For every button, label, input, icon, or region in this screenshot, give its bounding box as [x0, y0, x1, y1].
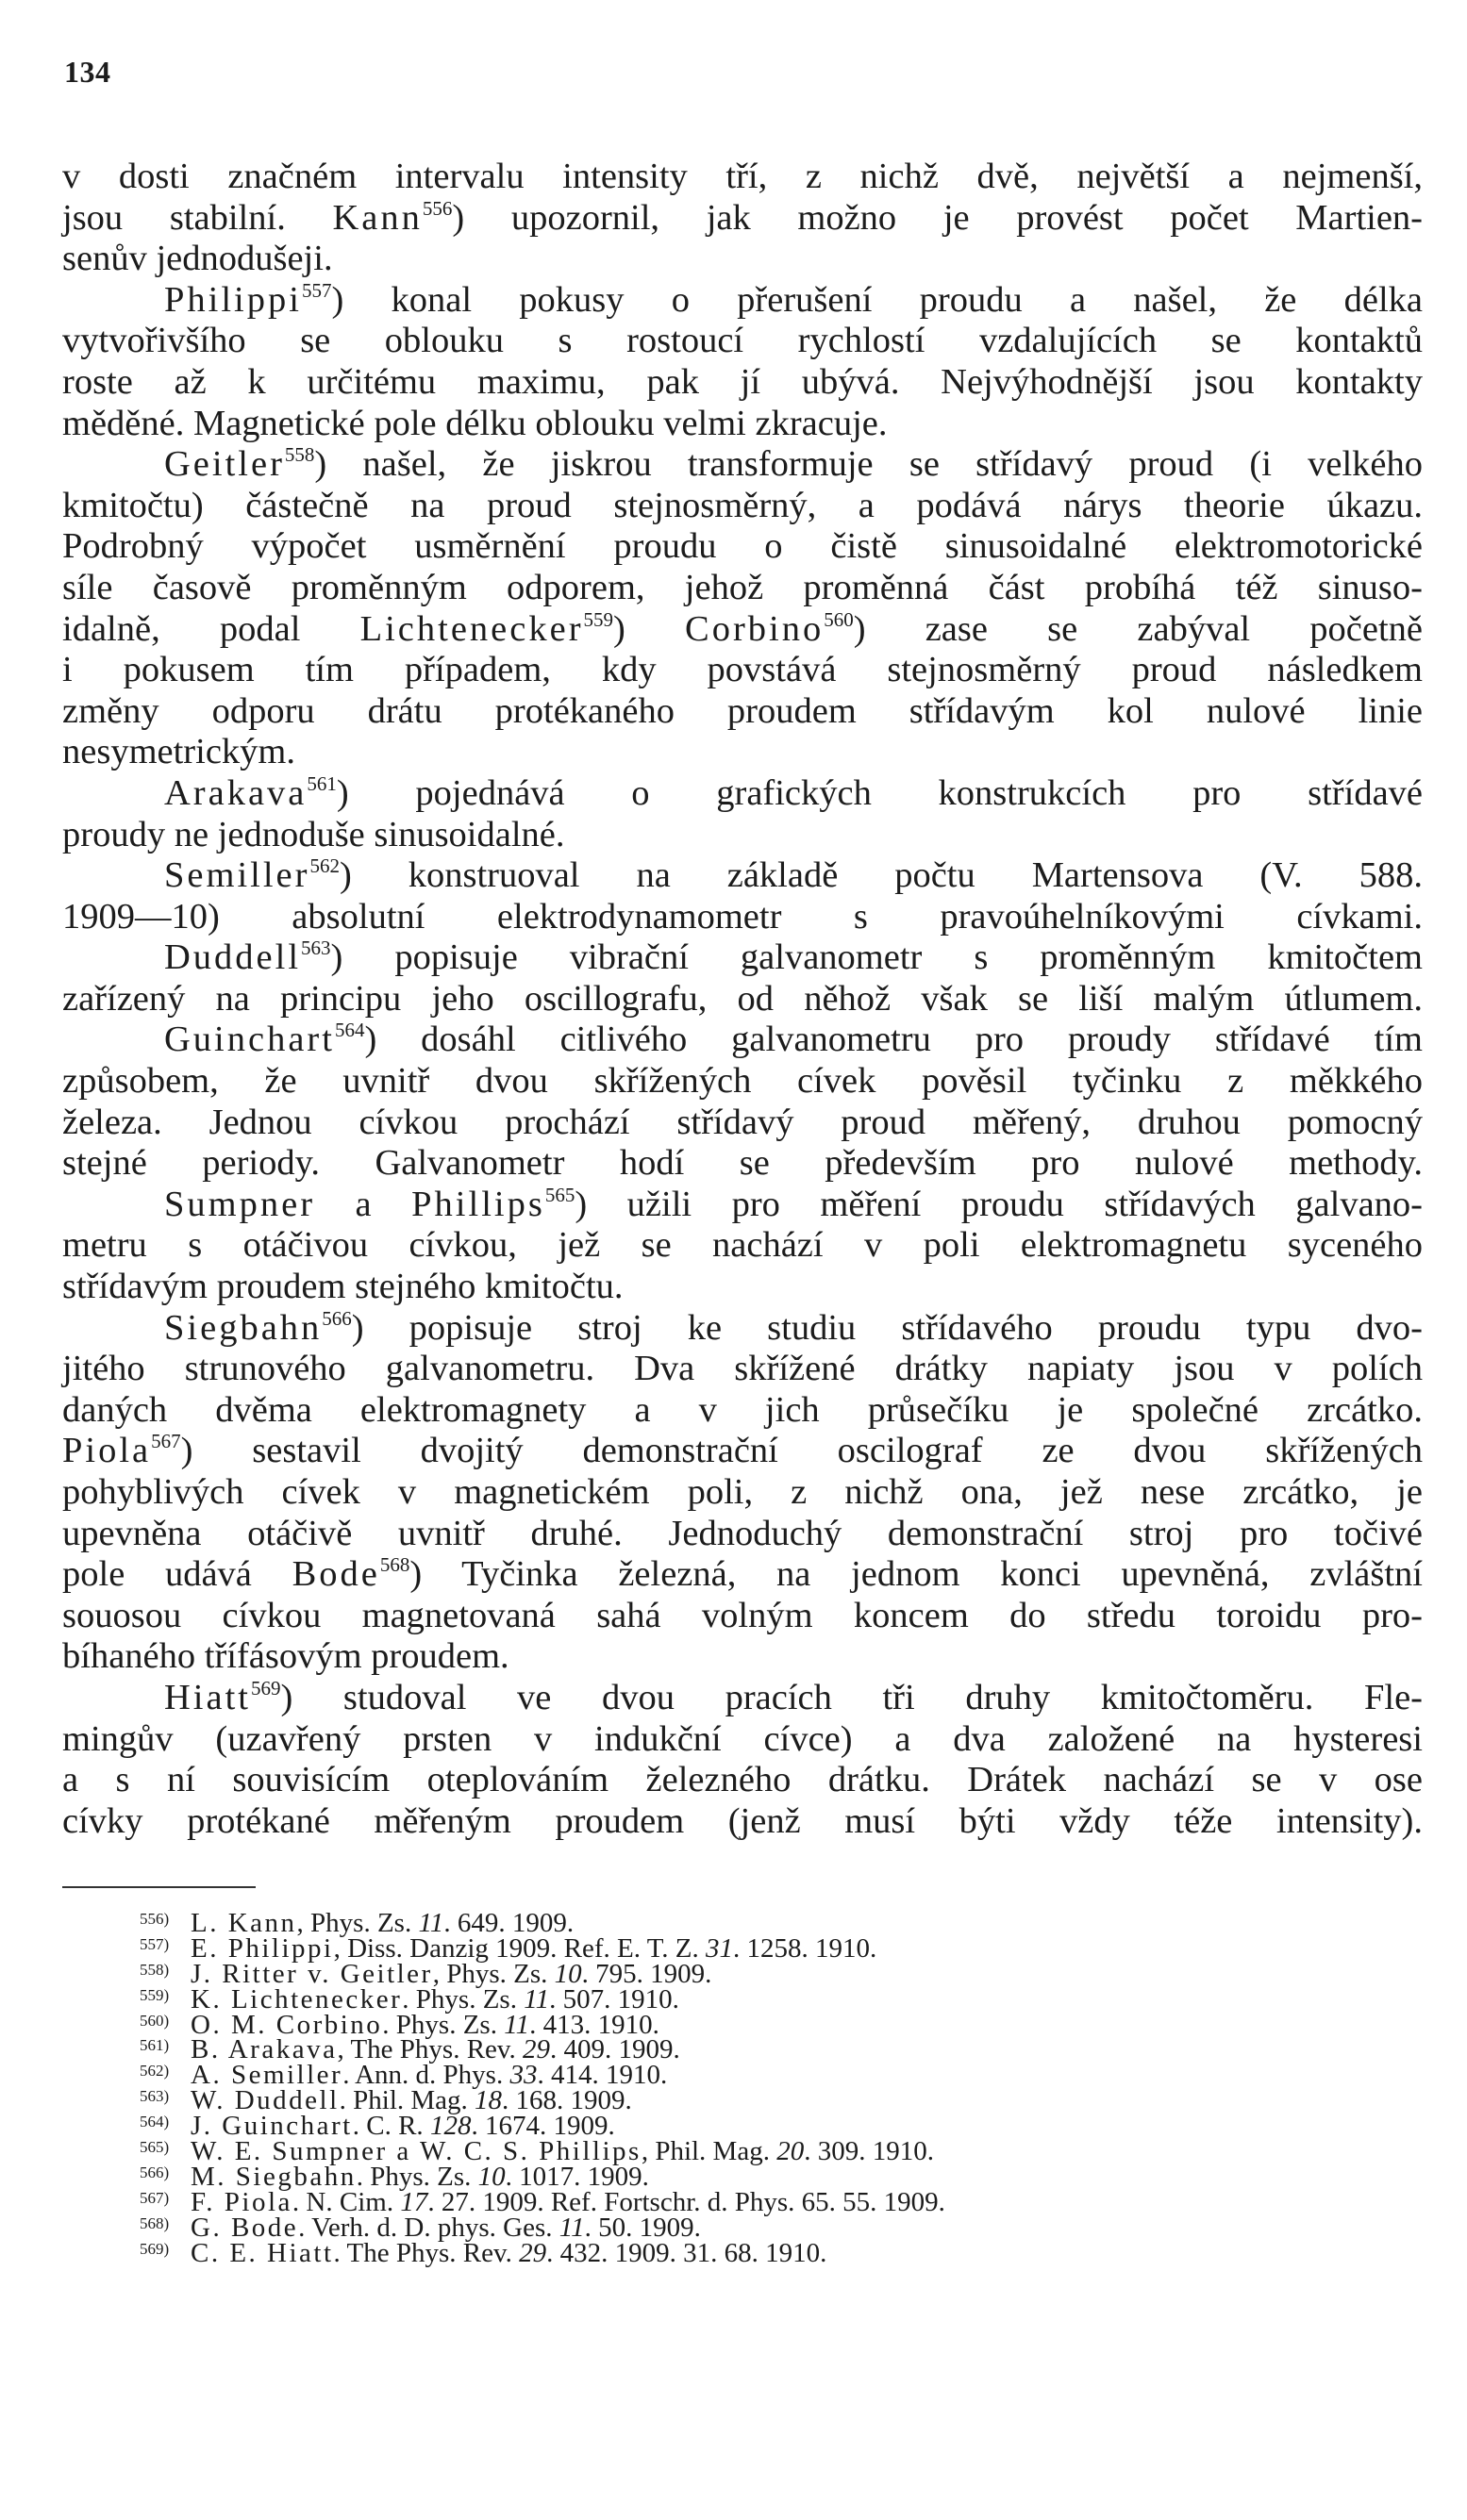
text-line [62, 1719, 1423, 1761]
text-line [62, 486, 1423, 527]
footnote-author: E. Philippi [191, 1932, 334, 1964]
footnote-ref: 567 [151, 1430, 181, 1453]
footnote-number: 564) [140, 2113, 170, 2131]
author-name: Piola [62, 1431, 152, 1471]
text-line [62, 1020, 1423, 1061]
text-line [62, 1102, 1423, 1144]
footnote-volume: 20 [776, 2136, 805, 2167]
footnote-number: 569) [140, 2239, 170, 2258]
footnote-volume: 10 [554, 1958, 582, 1989]
text-line [62, 609, 1423, 651]
text-line [62, 526, 1423, 568]
line-text: ) Tyčinka železná, na jednom konci upevněná, zvláštní [409, 1554, 1423, 1595]
footnote-author: K. Lichtenecker [191, 1983, 403, 2014]
footnote [140, 2084, 1394, 2116]
line-text: cívky protékané měřeným proudem (jenž musí býti vždy téže intensity). [62, 1800, 1423, 1841]
footnote [140, 1907, 1394, 1938]
line-text: v dosti značném intervalu intensity tří, z nichž dvě, největší a nejmenší, [62, 157, 1423, 196]
line-text: síle časově proměnným odporem, jehož proměnná část probíhá též sinuso- [62, 567, 1423, 607]
line-text: nesymetrickým. [62, 732, 295, 772]
author-name: Siegbahn [164, 1307, 323, 1348]
text-line [62, 979, 1423, 1020]
text-line [62, 732, 1423, 773]
line-text: pole udává [62, 1554, 292, 1595]
footnote-source: . Verh. d. D. phys. Ges. [298, 2212, 559, 2243]
text-line [62, 897, 1423, 938]
line-text: ) studoval ve dvou pracích tři druhy kmitočtoměru. Fle- [280, 1677, 1423, 1717]
line-text: ) pojednává o grafických konstrukcích pro střídavé [336, 772, 1423, 813]
line-text: daných dvěma elektromagnety a v jich průsečíku je společné zrcátko. [62, 1389, 1423, 1430]
footnote-author: O. M. Corbino [191, 2009, 383, 2040]
author-name: Sumpner [164, 1184, 316, 1224]
footnote-tail: . 27. 1909. Ref. Fortschr. d. Phys. 65. 55. 1909. [427, 2186, 945, 2217]
footnote-volume: 31 [705, 1932, 733, 1964]
line-text: mingův (uzavřený prsten v indukční cívce) a dva založené na hysteresi [62, 1718, 1423, 1759]
line-text: a s ní souvisícím oteplováním železného drátku. Drátek nachází se v ose [62, 1760, 1423, 1800]
footnote-ref: 557 [301, 278, 332, 302]
author-name: Geitler [164, 444, 285, 485]
line-text: senův jednodušeji. [62, 239, 333, 279]
author-name: Guinchart [164, 1020, 335, 1060]
text-line [62, 1514, 1423, 1555]
footnote-ref: 558 [284, 443, 315, 467]
line-text: bíhaného třífásovým proudem. [62, 1636, 509, 1677]
footnote-number: 556) [140, 1910, 170, 1928]
author-name: Corbino [685, 608, 825, 649]
footnote-source: . Phil. Mag. [339, 2085, 475, 2116]
footnote-volume: 29 [519, 2237, 547, 2268]
footnote [140, 2059, 1394, 2091]
text-line [62, 1061, 1423, 1102]
line-text: jsou stabilní. [62, 197, 333, 238]
line-text: 1909—10) absolutní elektrodynamometr s pravoúhelníkovými cívkami. [62, 896, 1423, 937]
footnote-author: C. E. Hiatt [191, 2237, 334, 2268]
text-line [62, 1554, 1423, 1596]
footnote-ref: 556 [422, 196, 453, 220]
footnote-ref: 566 [322, 1306, 352, 1330]
text-line [62, 568, 1423, 609]
footnote-tail: . 795. 1909. [581, 1958, 712, 1989]
text-line [62, 239, 1423, 280]
footnote [140, 1983, 1394, 2014]
footnote-number: 565) [140, 2138, 170, 2157]
footnote [140, 2009, 1394, 2040]
footnote [140, 2135, 1394, 2167]
footnote-tail: . 414. 1910. [537, 2060, 668, 2091]
line-text: zařízený na principu jeho oscillografu, od něhož však se liší malým útlumem. [62, 978, 1423, 1019]
author-name: Lichtenecker [359, 608, 584, 649]
text-line [62, 650, 1423, 691]
line-text: ) popisuje stroj ke studiu střídavého proudu typu dvo- [351, 1307, 1423, 1348]
footnote-source: . N. Cim. [292, 2186, 401, 2217]
text-line [62, 1308, 1423, 1350]
line-text: upevněna otáčivě uvnitř druhé. Jednoduchý demonstrační stroj pro točivé [62, 1513, 1423, 1553]
footnote-tail: . 168. 1909. [502, 2085, 632, 2116]
footnote-source: . Phys. Zs. [382, 2009, 505, 2040]
footnote-author: M. Siegbahn [191, 2161, 357, 2192]
footnote-number: 561) [140, 2036, 170, 2055]
author-name: Duddell [164, 937, 302, 978]
footnote-tail: . 1017. 1909. [505, 2161, 649, 2192]
text-line [62, 362, 1423, 404]
line-text: pohyblivých cívek v magnetickém poli, z nichž ona, jež nese zrcátko, je [62, 1472, 1423, 1512]
text-line [62, 773, 1423, 815]
footnote-ref: 563 [301, 937, 331, 960]
footnote-source: , Phil. Mag. [641, 2136, 777, 2167]
text-line [62, 1431, 1423, 1472]
footnote-author: B. Arakava [191, 2034, 338, 2065]
footnote-tail: . 1674. 1909. [471, 2111, 615, 2142]
line-text: ) popisuje vibrační galvanometr s proměnným kmitočtem [330, 937, 1423, 978]
footnote-number: 563) [140, 2087, 170, 2106]
line-text: střídavým proudem stejného kmitočtu. [62, 1267, 624, 1307]
footnote-author: J. Ritter v. Geitler [191, 1958, 433, 1989]
text-line [62, 198, 1423, 240]
footnote [140, 2110, 1394, 2142]
text-line [62, 1678, 1423, 1719]
text-line [62, 691, 1423, 733]
author-name: Semiller [164, 855, 310, 896]
footnote-tail: . 1258. 1910. [732, 1932, 877, 1964]
footnote-number: 557) [140, 1934, 170, 1953]
footnote-tail: . 309. 1910. [804, 2136, 934, 2167]
text-line [62, 1349, 1423, 1390]
line-text: železa. Jednou cívkou prochází střídavý proud měřený, druhou pomocný [62, 1102, 1423, 1142]
line-text: ) upozornil, jak možno je provést počet Martien- [452, 197, 1423, 238]
line-text: ) konal pokusy o přerušení proudu a našel, že délka [331, 279, 1423, 320]
line-text: ) dosáhl citlivého galvanometru pro proudy střídavé tím [364, 1020, 1423, 1060]
text-line [62, 444, 1423, 486]
footnote [140, 2033, 1394, 2065]
footnote-volume: 29 [523, 2034, 551, 2065]
author-name: Hiatt [164, 1677, 251, 1717]
text-line [62, 1225, 1423, 1267]
line-text: roste až k určitému maximu, pak jí ubývá. Nejvýhodnější jsou kontakty [62, 361, 1423, 402]
footnote [140, 2237, 1394, 2268]
line-text: měděné. Magnetické pole délku oblouku velmi zkracuje. [62, 403, 888, 443]
footnote-source: . Phys. Zs. [402, 1983, 525, 2014]
text-line [62, 1636, 1423, 1678]
text-line [62, 815, 1423, 856]
line-text: ) sestavil dvojitý demonstrační oscilograf ze dvou skřížených [180, 1431, 1423, 1471]
line-text: Podrobný výpočet usměrnění proudu o čistě sinusoidalné elektromotorické [62, 526, 1423, 567]
line-text: souosou cívkou magnetovaná sahá volným koncem do středu toroidu pro- [62, 1595, 1423, 1635]
line-text: způsobem, že uvnitř dvou skřížených cívek pověsil tyčinku z měkkého [62, 1061, 1423, 1102]
text-line [62, 937, 1423, 979]
footnote-ref: 562 [309, 854, 340, 878]
text-line [62, 321, 1423, 362]
author-name: Arakava [164, 772, 308, 813]
line-text: změny odporu drátu protékaného proudem střídavým kol nulové linie [62, 690, 1423, 731]
footnote-author: A. Semiller [191, 2060, 343, 2091]
footnote-tail: . 50. 1909. [584, 2212, 701, 2243]
text-line [62, 1760, 1423, 1801]
page-number: 134 [64, 55, 111, 89]
footnote-volume: 128 [429, 2111, 472, 2142]
author-name: Kann [332, 197, 423, 238]
footnote-source: . C. R. [352, 2111, 430, 2142]
footnote-source: , Diss. Danzig 1909. Ref. E. T. Z. [333, 1932, 706, 1964]
footnote-author: L. Kann [191, 1908, 297, 1938]
footnote-volume: 11 [524, 1983, 550, 2014]
text-line [62, 280, 1423, 322]
footnote [140, 1932, 1394, 1964]
text-line [62, 157, 1423, 198]
text-line [62, 1801, 1423, 1843]
footnote-number: 562) [140, 2062, 170, 2081]
line-text: idalně, podal [62, 608, 360, 649]
body-text [62, 157, 1423, 1842]
line-text: vytvořivšího se oblouku s rostoucí rychlostí vzdalujících se kontaktů [62, 321, 1423, 361]
footnote-source: . Ann. d. Phys. [342, 2060, 510, 2091]
line-text: ) [613, 608, 686, 649]
line-text: ) užili pro měření proudu střídavých galvano- [575, 1184, 1423, 1224]
footnote-author: J. Guinchart [191, 2111, 353, 2142]
author-name: Philippi [164, 279, 302, 320]
text-line [62, 1390, 1423, 1432]
line-text: proudy ne jednoduše sinusoidalné. [62, 814, 565, 854]
text-line [62, 1185, 1423, 1226]
line-text: kmitočtu) částečně na proud stejnosměrný, a podává nárys theorie úkazu. [62, 485, 1423, 525]
text-line [62, 1143, 1423, 1185]
footnote-volume: 11 [558, 2212, 585, 2243]
line-text: stejné periody. Galvanometr hodí se především pro nulové methody. [62, 1143, 1423, 1184]
line-text: i pokusem tím případem, kdy povstává stejnosměrný proud následkem [62, 650, 1423, 690]
footnote-ref: 561 [307, 771, 337, 795]
footnote-tail: . 432. 1909. 31. 68. 1910. [546, 2237, 827, 2268]
author-name: Phillips [411, 1184, 545, 1224]
line-text: jitého strunového galvanometru. Dva skřížené drátky napiaty jsou v polích [62, 1349, 1423, 1389]
author-name: Bode [292, 1554, 380, 1595]
footnote-number: 568) [140, 2213, 170, 2232]
footnote-author: W. Duddell [191, 2085, 340, 2116]
line-text: a [315, 1184, 412, 1224]
text-line [62, 404, 1423, 445]
footnote-ref: 568 [379, 1553, 410, 1577]
footnote-volume: 11 [504, 2009, 530, 2040]
footnote-tail: . 649. 1909. [443, 1908, 575, 1938]
text-line [62, 1472, 1423, 1514]
line-text: ) konstruoval na základě počtu Martensova (V. 588. [339, 855, 1423, 896]
footnote-ref: 564 [334, 1019, 365, 1042]
footnote-number: 560) [140, 2011, 170, 2030]
footnotes [140, 1907, 1394, 2268]
footnote-author: W. E. Sumpner a W. C. S. Phillips [191, 2136, 642, 2167]
footnote-ref: 560 [824, 607, 854, 631]
footnote-number: 566) [140, 2163, 170, 2181]
footnote-tail: . 413. 1910. [529, 2009, 659, 2040]
footnote-number: 558) [140, 1960, 170, 1979]
footnote-author: F. Piola [191, 2186, 292, 2217]
footnote-number: 567) [140, 2188, 170, 2207]
footnote-volume: 18 [475, 2085, 503, 2116]
footnote-volume: 33 [509, 2060, 538, 2091]
footnote-author: G. Bode [191, 2212, 299, 2243]
footnote-ref: 569 [250, 1676, 281, 1699]
footnote-source: . The Phys. Rev. [333, 2237, 520, 2268]
footnote-ref: 565 [544, 1183, 575, 1206]
footnote-source: , Phys. Zs. [296, 1908, 419, 1938]
text-line [62, 1596, 1423, 1637]
footnote-number: 559) [140, 1985, 170, 2004]
footnote-volume: 10 [477, 2161, 506, 2192]
text-line [62, 1267, 1423, 1308]
line-text: ) našel, že jiskrou transformuje se střídavý proud (i velkého [314, 444, 1423, 485]
footnote [140, 2186, 1394, 2217]
line-text: ) zase se zabýval početně [853, 608, 1423, 649]
footnote-tail: . 409. 1909. [550, 2034, 680, 2065]
footnote-ref: 559 [583, 607, 614, 631]
footnote-volume: 11 [418, 1908, 444, 1938]
line-text: metru s otáčivou cívkou, jež se nachází v poli elektromagnetu syceného [62, 1225, 1423, 1266]
footnote-source: , Phys. Zs. [432, 1958, 555, 1989]
footnote-source: , The Phys. Rev. [337, 2034, 524, 2065]
footnote-volume: 17 [400, 2186, 428, 2217]
footnote-tail: . 507. 1910. [549, 1983, 679, 2014]
text-line [62, 855, 1423, 897]
footnote-separator [62, 1886, 256, 1888]
footnote-source: . Phys. Zs. [356, 2161, 478, 2192]
